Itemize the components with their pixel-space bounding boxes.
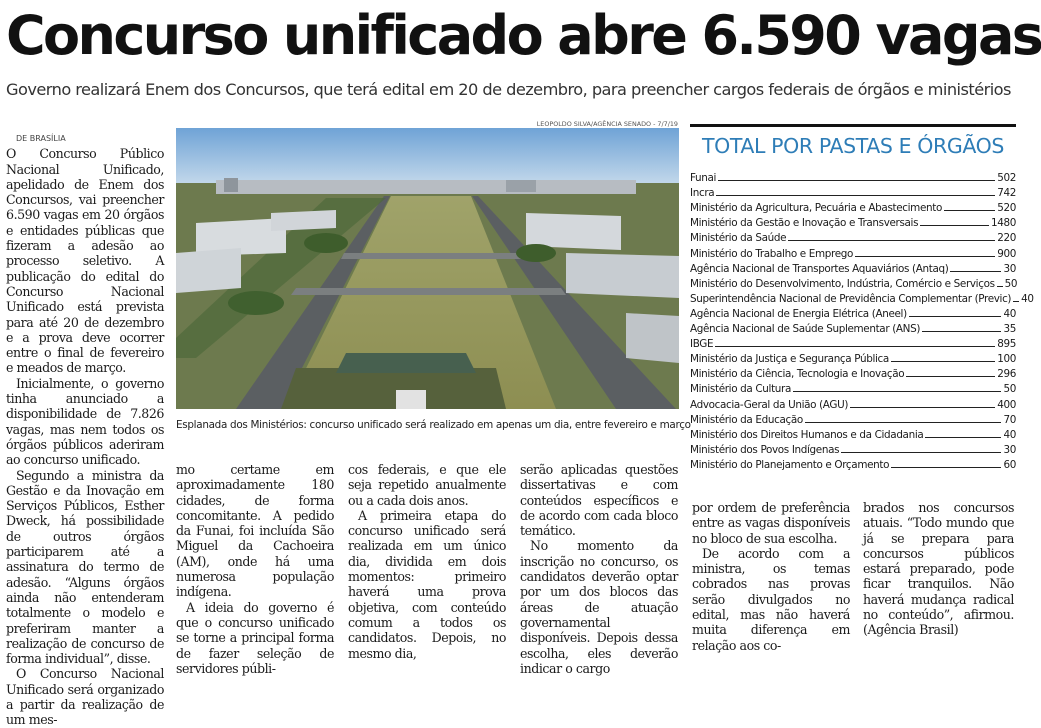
vacancy-count: 40 <box>1003 307 1016 320</box>
vacancy-count: 70 <box>1003 413 1016 426</box>
vacancy-count: 30 <box>1003 443 1016 456</box>
leader-line <box>891 361 995 362</box>
leader-line <box>841 452 1001 453</box>
vacancy-count: 40 <box>1021 292 1034 305</box>
leader-line <box>922 331 1001 332</box>
vacancy-count: 900 <box>997 247 1016 260</box>
leader-line <box>920 225 989 226</box>
byline: DE BRASÍLIA <box>16 134 66 143</box>
article-paragraph: serão aplicadas questões dissertativas e com conteúdos específicos e de acordo com cada bloco temático. <box>520 462 678 539</box>
vacancy-count: 30 <box>1003 262 1016 275</box>
vacancy-row <box>690 395 1016 410</box>
leader-line <box>793 391 1002 392</box>
organ-name: Advocacia-Geral da União (AGU) <box>690 398 849 411</box>
organ-name: Ministério do Desenvolvimento, Indústria, Comércio e Serviços <box>690 277 995 290</box>
organ-name: Ministério dos Povos Indígenas <box>690 443 840 456</box>
vacancy-row <box>690 320 1016 335</box>
organ-name: Ministério da Educação <box>690 413 803 426</box>
subheadline: Governo realizará Enem dos Concursos, que terá edital em 20 de dezembro, para preencher cargos federais de órgãos e ministérios <box>6 80 1011 99</box>
vacancy-row <box>690 169 1016 184</box>
vacancy-row <box>690 456 1016 471</box>
organ-name: Agência Nacional de Energia Elétrica (Aneel) <box>690 307 907 320</box>
vacancy-row <box>690 199 1016 214</box>
vacancy-count: 742 <box>997 187 1016 200</box>
vacancy-rows <box>690 169 1034 471</box>
article-column-5 <box>692 500 850 653</box>
leader-line <box>1013 301 1019 302</box>
article-column-1 <box>6 131 164 728</box>
leader-line <box>718 180 995 181</box>
organ-name: Funai <box>690 172 717 185</box>
sidebar-title: TOTAL POR PASTAS E ÓRGÃOS <box>702 134 1004 158</box>
vacancy-count: 895 <box>997 338 1016 351</box>
organ-name: Ministério dos Direitos Humanos e da Cidadania <box>690 428 924 441</box>
vacancy-count: 400 <box>997 398 1016 411</box>
leader-line <box>906 376 995 377</box>
vacancy-count: 40 <box>1003 428 1016 441</box>
organ-name: Ministério da Justiça e Segurança Pública <box>690 353 889 366</box>
organ-name: IBGE <box>690 338 714 351</box>
leader-line <box>950 271 1001 272</box>
vacancy-row <box>690 426 1016 441</box>
organ-name: Superintendência Nacional de Previdência Complementar (Previc) <box>690 292 1012 305</box>
vacancy-count: 296 <box>997 368 1016 381</box>
vacancy-count: 50 <box>1004 277 1018 290</box>
article-paragraph: O Concurso Nacional Unificado será organizado a partir da realização de um mes- <box>6 666 164 728</box>
leader-line <box>925 437 1001 438</box>
vacancy-row <box>690 229 1016 244</box>
sidebar-rule <box>690 124 1016 127</box>
vacancy-count: 520 <box>997 202 1016 215</box>
article-paragraph: Inicialmente, o governo tinha anunciado a disponibilidade de 7.826 vagas, mas nem todos os órgãos públicos aderiram ao concurso unificado. <box>6 375 164 468</box>
vacancy-row <box>690 184 1016 199</box>
leader-line <box>715 346 995 347</box>
vacancy-row <box>690 260 1016 275</box>
vacancy-row <box>690 305 1016 320</box>
leader-line <box>944 210 995 211</box>
organ-name: Agência Nacional de Saúde Suplementar (ANS) <box>690 323 921 336</box>
leader-line <box>909 316 1002 317</box>
vacancy-row <box>690 275 1016 290</box>
vacancy-count: 502 <box>997 172 1016 185</box>
article-paragraph: mo certame em aproximadamente 180 cidades, de forma concomitante. A pedido da Funai, foi incluída São Miguel da Cachoeira (AM), onde há uma numerosa população indígena. <box>176 462 334 600</box>
vacancy-row <box>690 290 1034 305</box>
vacancy-row <box>690 244 1016 259</box>
vacancy-count: 100 <box>997 353 1016 366</box>
article-paragraph: por ordem de preferência entre as vagas disponíveis no bloco de sua escolha. <box>692 500 850 546</box>
photo-caption: Esplanada dos Ministérios: concurso unificado será realizado em apenas um dia, entre fevereiro e março <box>176 419 691 431</box>
leader-line <box>850 407 995 408</box>
leader-line <box>716 195 995 196</box>
organ-name: Ministério da Agricultura, Pecuária e Abastecimento <box>690 202 942 215</box>
article-column-6 <box>863 500 1014 638</box>
organ-name: Ministério da Saúde <box>690 232 787 245</box>
organ-name: Ministério da Ciência, Tecnologia e Inovação <box>690 368 905 381</box>
article-column-2 <box>176 462 334 676</box>
organ-name: Ministério da Gestão e Inovação e Transversais <box>690 217 919 230</box>
article-paragraph: Segundo a ministra da Gestão e da Inovação em Serviços Públicos, Esther Dweck, há possibilidade de outros órgãos participarem até a assinatura do termo de adesão. “Alguns órgãos ainda não entenderam totalmente o modelo e preferiram manter a realização de concurso de forma individual”, disse. <box>6 467 164 667</box>
leader-line <box>997 286 1003 287</box>
article-paragraph: brados nos concursos atuais. “Todo mundo que já se prepara para concursos públicos estará preparado, pode ficar tranquilos. Não haverá mudança radical no conteúdo”, afirmou. (Agência Brasil) <box>863 500 1014 638</box>
organ-name: Ministério do Planejamento e Orçamento <box>690 458 890 471</box>
vacancy-count: 35 <box>1003 323 1016 336</box>
headline: Concurso unificado abre 6.590 vagas <box>6 4 1041 67</box>
leader-line <box>855 256 995 257</box>
vacancy-count: 50 <box>1003 383 1016 396</box>
organ-name: Incra <box>690 187 715 200</box>
vacancies-table <box>690 124 1034 471</box>
organ-name: Agência Nacional de Transportes Aquaviários (Antaq) <box>690 262 949 275</box>
vacancy-row <box>690 214 1016 229</box>
vacancy-row <box>690 335 1016 350</box>
article-paragraph: A ideia do governo é que o concurso unificado se torne a principal forma de fazer seleção de servidores públi- <box>176 599 334 676</box>
leader-line <box>891 467 1001 468</box>
vacancy-row <box>690 350 1016 365</box>
article-column-4 <box>520 462 678 676</box>
vacancy-count: 220 <box>997 232 1016 245</box>
vacancy-row <box>690 411 1016 426</box>
article-paragraph: De acordo com a ministra, os temas cobrados nas provas serão divulgados no edital, mas não haverá muita diferença em relação aos co- <box>692 545 850 653</box>
article-paragraph: cos federais, e que ele seja repetido anualmente ou a cada dois anos. <box>348 462 506 508</box>
article-paragraph: O Concurso Público Nacional Unificado, apelidado de Enem dos Concursos, vai preencher 6.590 vagas em 20 órgãos e entidades públicas que fizeram a adesão ao processo seletivo. A publicação do edital do Concurso Nacional Unificado está prevista para até 20 de dezembro e a prova deve ocorrer entre o final de fevereiro e meados de março. <box>6 146 164 376</box>
vacancy-count: 60 <box>1003 458 1016 471</box>
article-paragraph: No momento da inscrição no concurso, os candidatos deverão optar por um dos blocos das áreas de atuação governamental disponíveis. Depois dessa escolha, eles deverão indicar o cargo <box>520 538 678 676</box>
vacancy-row <box>690 441 1016 456</box>
vacancy-row <box>690 365 1016 380</box>
vacancy-count: 1480 <box>990 217 1016 230</box>
organ-name: Ministério da Cultura <box>690 383 791 396</box>
article-column-3 <box>348 462 506 661</box>
article-paragraph: A primeira etapa do concurso unificado será realizada em um único dia, dividida em dois momentos: primeiro haverá uma prova objetiva, com conteúdo comum a todos os candidatos. Depois, no mesmo dia, <box>348 507 506 661</box>
photo-credit: LEOPOLDO SILVA/AGÊNCIA SENADO - 7/7/19 <box>536 120 678 128</box>
vacancy-row <box>690 380 1016 395</box>
esplanada-photo <box>176 128 679 409</box>
organ-name: Ministério do Trabalho e Emprego <box>690 247 853 260</box>
leader-line <box>805 422 1002 423</box>
leader-line <box>788 240 995 241</box>
